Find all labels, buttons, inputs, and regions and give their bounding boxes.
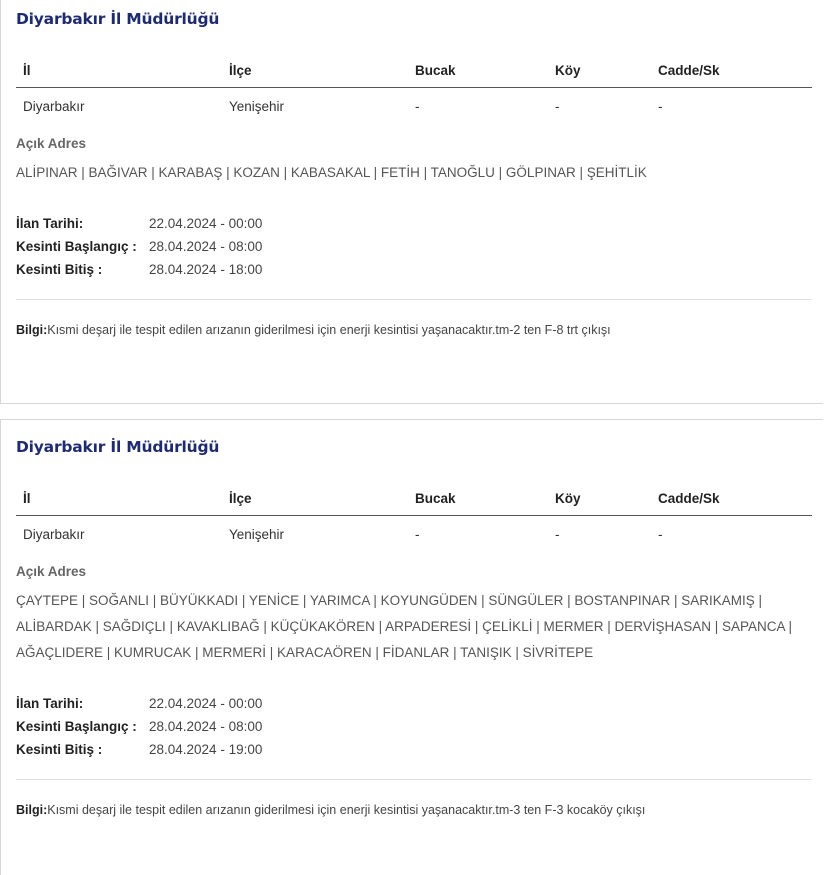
- start-date-label: Kesinti Başlangıç :: [16, 719, 137, 734]
- cell-il: Diyarbakır: [23, 526, 85, 542]
- info-value: Kısmi deşarj ile tespit edilen arızanın giderilmesi için enerji kesintisi yaşanacaktır.tm-2 ten F-8 trt çıkışı: [47, 323, 611, 337]
- start-date-value: 28.04.2024 - 08:00: [149, 719, 263, 734]
- header-il: İl: [16, 489, 222, 516]
- end-date-row: [16, 258, 811, 281]
- start-date-label: Kesinti Başlangıç :: [16, 239, 137, 254]
- date-info: [16, 212, 811, 281]
- end-date-row: [16, 738, 811, 761]
- cell-koy: -: [555, 98, 560, 114]
- start-date-row: [16, 715, 811, 738]
- header-bucak: Bucak: [408, 489, 548, 516]
- cell-bucak: -: [415, 526, 420, 542]
- header-bucak: Bucak: [408, 61, 548, 88]
- header-ilce: İlçe: [222, 489, 408, 516]
- date-info: [16, 692, 811, 761]
- end-date-label: Kesinti Bitiş :: [16, 262, 103, 277]
- ilan-date-row: [16, 692, 811, 715]
- header-cadde: Cadde/Sk: [651, 61, 812, 88]
- address-label: Açık Adres: [16, 136, 87, 151]
- end-date-value: 28.04.2024 - 19:00: [149, 742, 263, 757]
- info-text: [16, 801, 811, 819]
- card-title: Diyarbakır İl Müdürlüğü: [16, 438, 220, 456]
- cell-cadde: -: [658, 98, 663, 114]
- table-row: [16, 516, 812, 544]
- cell-bucak: -: [415, 98, 420, 114]
- location-table-header-row: [16, 489, 812, 516]
- table-row: [16, 88, 812, 116]
- divider: [16, 299, 812, 300]
- ilan-date-value: 22.04.2024 - 00:00: [149, 216, 263, 231]
- info-label: Bilgi:: [16, 803, 48, 817]
- ilan-date-label: İlan Tarihi:: [16, 216, 84, 231]
- card-title: Diyarbakır İl Müdürlüğü: [16, 10, 220, 28]
- outage-card: [0, 0, 823, 404]
- header-il: İl: [16, 61, 222, 88]
- header-koy: Köy: [548, 61, 651, 88]
- cell-il: Diyarbakır: [23, 98, 85, 114]
- cell-cadde: -: [658, 526, 663, 542]
- info-text: [16, 321, 811, 339]
- ilan-date-row: [16, 212, 811, 235]
- address-label: Açık Adres: [16, 564, 87, 579]
- info-label: Bilgi:: [16, 323, 48, 337]
- location-table: [16, 61, 812, 115]
- location-table: [16, 489, 812, 543]
- info-value: Kısmi deşarj ile tespit edilen arızanın giderilmesi için enerji kesintisi yaşanacaktır.tm-3 ten F-3 kocaköy çıkışı: [47, 803, 646, 817]
- start-date-value: 28.04.2024 - 08:00: [149, 239, 263, 254]
- cell-ilce: Yenişehir: [229, 98, 285, 114]
- ilan-date-value: 22.04.2024 - 00:00: [149, 696, 263, 711]
- divider: [16, 779, 812, 780]
- cell-koy: -: [555, 526, 560, 542]
- address-text: ÇAYTEPE | SOĞANLI | BÜYÜKKADI | YENİCE | YARIMCA | KOYUNGÜDEN | SÜNGÜLER | BOSTANPINAR | SARIKAMIŞ | ALİBARDAK | SAĞDIÇLI | KAVAKLIBAĞ | KÜÇÜKAKÖREN | ARPADERESİ | ÇELİKLİ | MERMER | DERVİŞHASAN | SAPANCA | AĞAÇLIDERE | KUMRUCAK | MERMERİ | KARACAÖREN | FİDANLAR | TANIŞIK | SİVRİTEPE: [16, 593, 793, 660]
- header-ilce: İlçe: [222, 61, 408, 88]
- end-date-label: Kesinti Bitiş :: [16, 742, 103, 757]
- location-table-header-row: [16, 61, 812, 88]
- start-date-row: [16, 235, 811, 258]
- header-cadde: Cadde/Sk: [651, 489, 812, 516]
- ilan-date-label: İlan Tarihi:: [16, 696, 84, 711]
- cell-ilce: Yenişehir: [229, 526, 285, 542]
- header-koy: Köy: [548, 489, 651, 516]
- address-text: ALİPINAR | BAĞIVAR | KARABAŞ | KOZAN | KABASAKAL | FETİH | TANOĞLU | GÖLPINAR | ŞEHİTLİK: [16, 165, 647, 180]
- outage-card: [0, 419, 823, 875]
- end-date-value: 28.04.2024 - 18:00: [149, 262, 263, 277]
